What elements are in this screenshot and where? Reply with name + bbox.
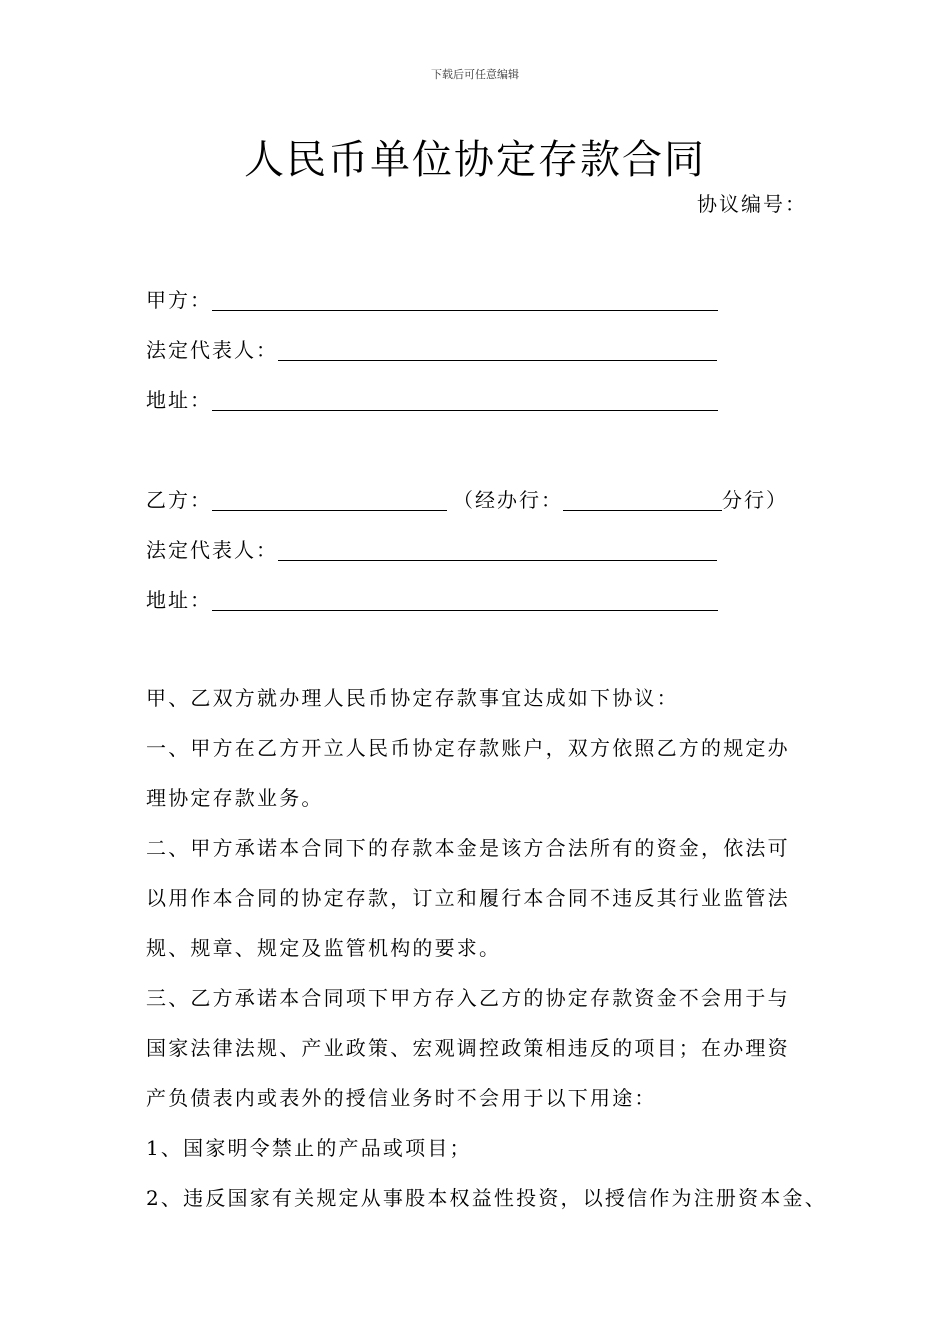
party-b-address-row bbox=[146, 584, 718, 614]
party-b-branch-blank[interactable] bbox=[563, 490, 722, 511]
party-a-rep-blank[interactable] bbox=[278, 340, 717, 361]
party-b-branch-close: 分行） bbox=[722, 488, 788, 512]
document-title: 人民币单位协定存款合同 bbox=[244, 137, 706, 183]
body-line: 二、甲方承诺本合同下的存款本金是该方合法所有的资金，依法可 bbox=[146, 836, 790, 860]
body-line: 三、乙方承诺本合同项下甲方存入乙方的协定存款资金不会用于与 bbox=[146, 986, 790, 1010]
party-a-address-blank[interactable] bbox=[212, 390, 718, 411]
body-line: 规、规章、规定及监管机构的要求。 bbox=[146, 936, 502, 960]
header-note: 下载后可任意编辑 bbox=[431, 68, 519, 81]
body-line: 产负债表内或表外的授信业务时不会用于以下用途： bbox=[146, 1086, 657, 1110]
party-b-address-blank[interactable] bbox=[212, 590, 718, 611]
body-line: 以用作本合同的协定存款，订立和履行本合同不违反其行业监管法 bbox=[146, 886, 790, 910]
party-a-address-row bbox=[146, 384, 718, 414]
party-a-name-row bbox=[146, 284, 718, 314]
party-b-rep-row bbox=[146, 534, 717, 564]
party-a-name-label: 甲方： bbox=[146, 288, 212, 312]
party-a-rep-label: 法定代表人： bbox=[146, 338, 278, 362]
body-line: 1、国家明令禁止的产品或项目； bbox=[146, 1136, 472, 1160]
body-line: 国家法律法规、产业政策、宏观调控政策相违反的项目；在办理资 bbox=[146, 1036, 790, 1060]
party-a-rep-row bbox=[146, 334, 717, 364]
party-b-rep-label: 法定代表人： bbox=[146, 538, 278, 562]
party-b-name-row bbox=[146, 484, 788, 514]
party-b-rep-blank[interactable] bbox=[278, 540, 717, 561]
party-a-name-blank[interactable] bbox=[212, 290, 718, 311]
party-a-address-label: 地址： bbox=[146, 388, 212, 412]
party-b-address-label: 地址： bbox=[146, 588, 212, 612]
body-line: 2、违反国家有关规定从事股本权益性投资，以授信作为注册资本金、 bbox=[146, 1186, 827, 1210]
party-b-branch-open: （经办行： bbox=[453, 488, 563, 512]
agreement-number-label: 协议编号： bbox=[697, 192, 807, 216]
party-b-name-label: 乙方： bbox=[146, 488, 212, 512]
party-b-name-blank[interactable] bbox=[212, 490, 447, 511]
body-line: 理协定存款业务。 bbox=[146, 786, 324, 810]
body-line: 甲、乙双方就办理人民币协定存款事宜达成如下协议： bbox=[146, 686, 679, 710]
body-line: 一、甲方在乙方开立人民币协定存款账户，双方依照乙方的规定办 bbox=[146, 736, 790, 760]
